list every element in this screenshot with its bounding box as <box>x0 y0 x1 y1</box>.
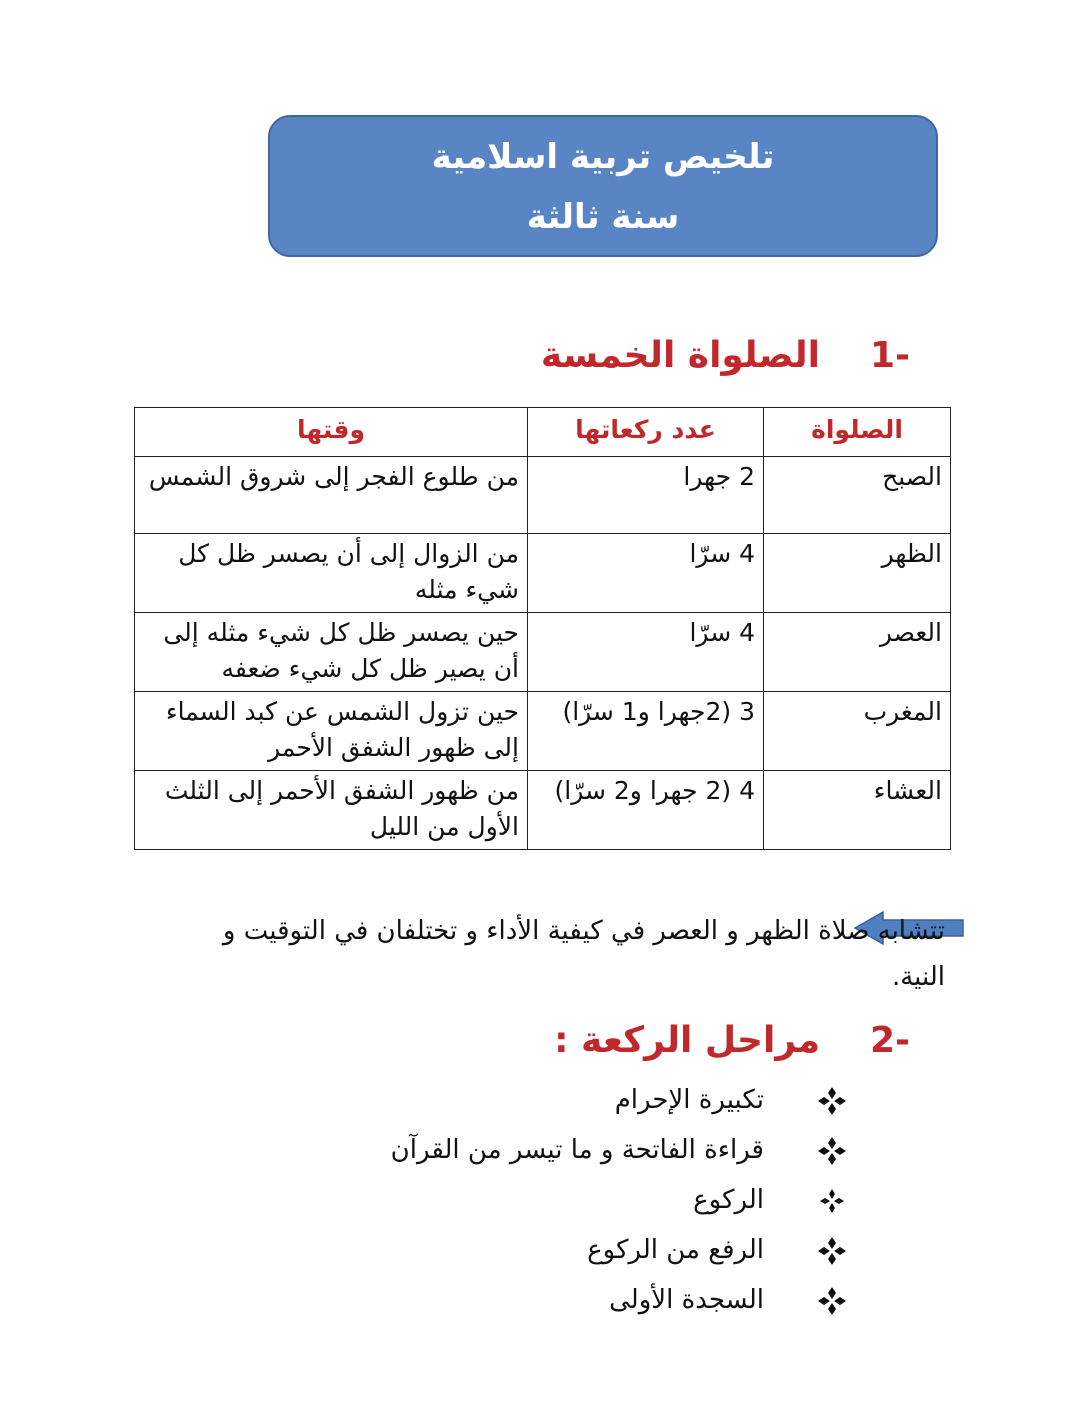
cell-prayer: العصر <box>764 613 951 692</box>
title-line-1: تلخيص تربية اسلامية <box>431 137 775 177</box>
list-item <box>148 1075 848 1125</box>
header-time: وقتها <box>135 408 528 457</box>
title-box <box>268 115 938 257</box>
list-item <box>148 1275 848 1325</box>
diamond-bullet-icon <box>816 1085 848 1117</box>
list-item <box>148 1225 848 1275</box>
cell-rakaat: 4 (2 جهرا و2 سرّا) <box>528 771 764 850</box>
rakaa-steps-list <box>148 1075 848 1325</box>
cell-rakaat: 2 جهرا <box>528 457 764 534</box>
cell-prayer: الصبح <box>764 457 951 534</box>
cell-prayer: العشاء <box>764 771 951 850</box>
table-header-row <box>135 408 951 457</box>
step-label: الركوع <box>693 1185 764 1215</box>
step-label: قراءة الفاتحة و ما تيسر من القرآن <box>390 1135 764 1165</box>
cell-rakaat: 4 سرّا <box>528 613 764 692</box>
diamond-bullet-icon <box>816 1185 848 1217</box>
cell-rakaat: 4 سرّا <box>528 534 764 613</box>
section-1-number: -1 <box>869 335 910 376</box>
table-row <box>135 613 951 692</box>
step-label: السجدة الأولى <box>609 1285 764 1315</box>
table-row <box>135 534 951 613</box>
table-row <box>135 692 951 771</box>
diamond-bullet-icon <box>816 1135 848 1167</box>
diamond-bullet-icon <box>816 1235 848 1267</box>
title-line-2: سنة ثالثة <box>526 197 680 237</box>
header-rakaat: عدد ركعاتها <box>528 408 764 457</box>
cell-prayer: المغرب <box>764 692 951 771</box>
section-2-title: مراحل الركعة : <box>554 1020 820 1061</box>
table-row <box>135 771 951 850</box>
header-prayer: الصلواة <box>764 408 951 457</box>
cell-time: من الزوال إلى أن يصسر ظل كل شيء مثله <box>135 534 528 613</box>
cell-rakaat: 3 (2جهرا و1 سرّا) <box>528 692 764 771</box>
note-text: تتشابه صلاة الظهر و العصر في كيفية الأداء و تختلفان في التوقيت و النية. <box>222 916 945 992</box>
section-1-title: الصلواة الخمسة <box>540 335 820 376</box>
step-label: تكبيرة الإحرام <box>614 1085 764 1115</box>
table-row <box>135 457 951 534</box>
list-item <box>148 1175 848 1225</box>
cell-time: حين تزول الشمس عن كبد السماء إلى ظهور الشفق الأحمر <box>135 692 528 771</box>
section-1-heading <box>541 335 910 376</box>
prayers-table <box>134 407 951 850</box>
step-label: الرفع من الركوع <box>587 1235 764 1265</box>
cell-prayer: الظهر <box>764 534 951 613</box>
list-item <box>148 1125 848 1175</box>
section-2-number: -2 <box>869 1020 910 1061</box>
diamond-bullet-icon <box>816 1285 848 1317</box>
section-2-heading <box>554 1020 910 1061</box>
cell-time: من طلوع الفجر إلى شروق الشمس <box>135 457 528 534</box>
cell-time: حين يصسر ظل كل شيء مثله إلى أن يصير ظل كل شيء ضعفه <box>135 613 528 692</box>
cell-time: من ظهور الشفق الأحمر إلى الثلث الأول من الليل <box>135 771 528 850</box>
